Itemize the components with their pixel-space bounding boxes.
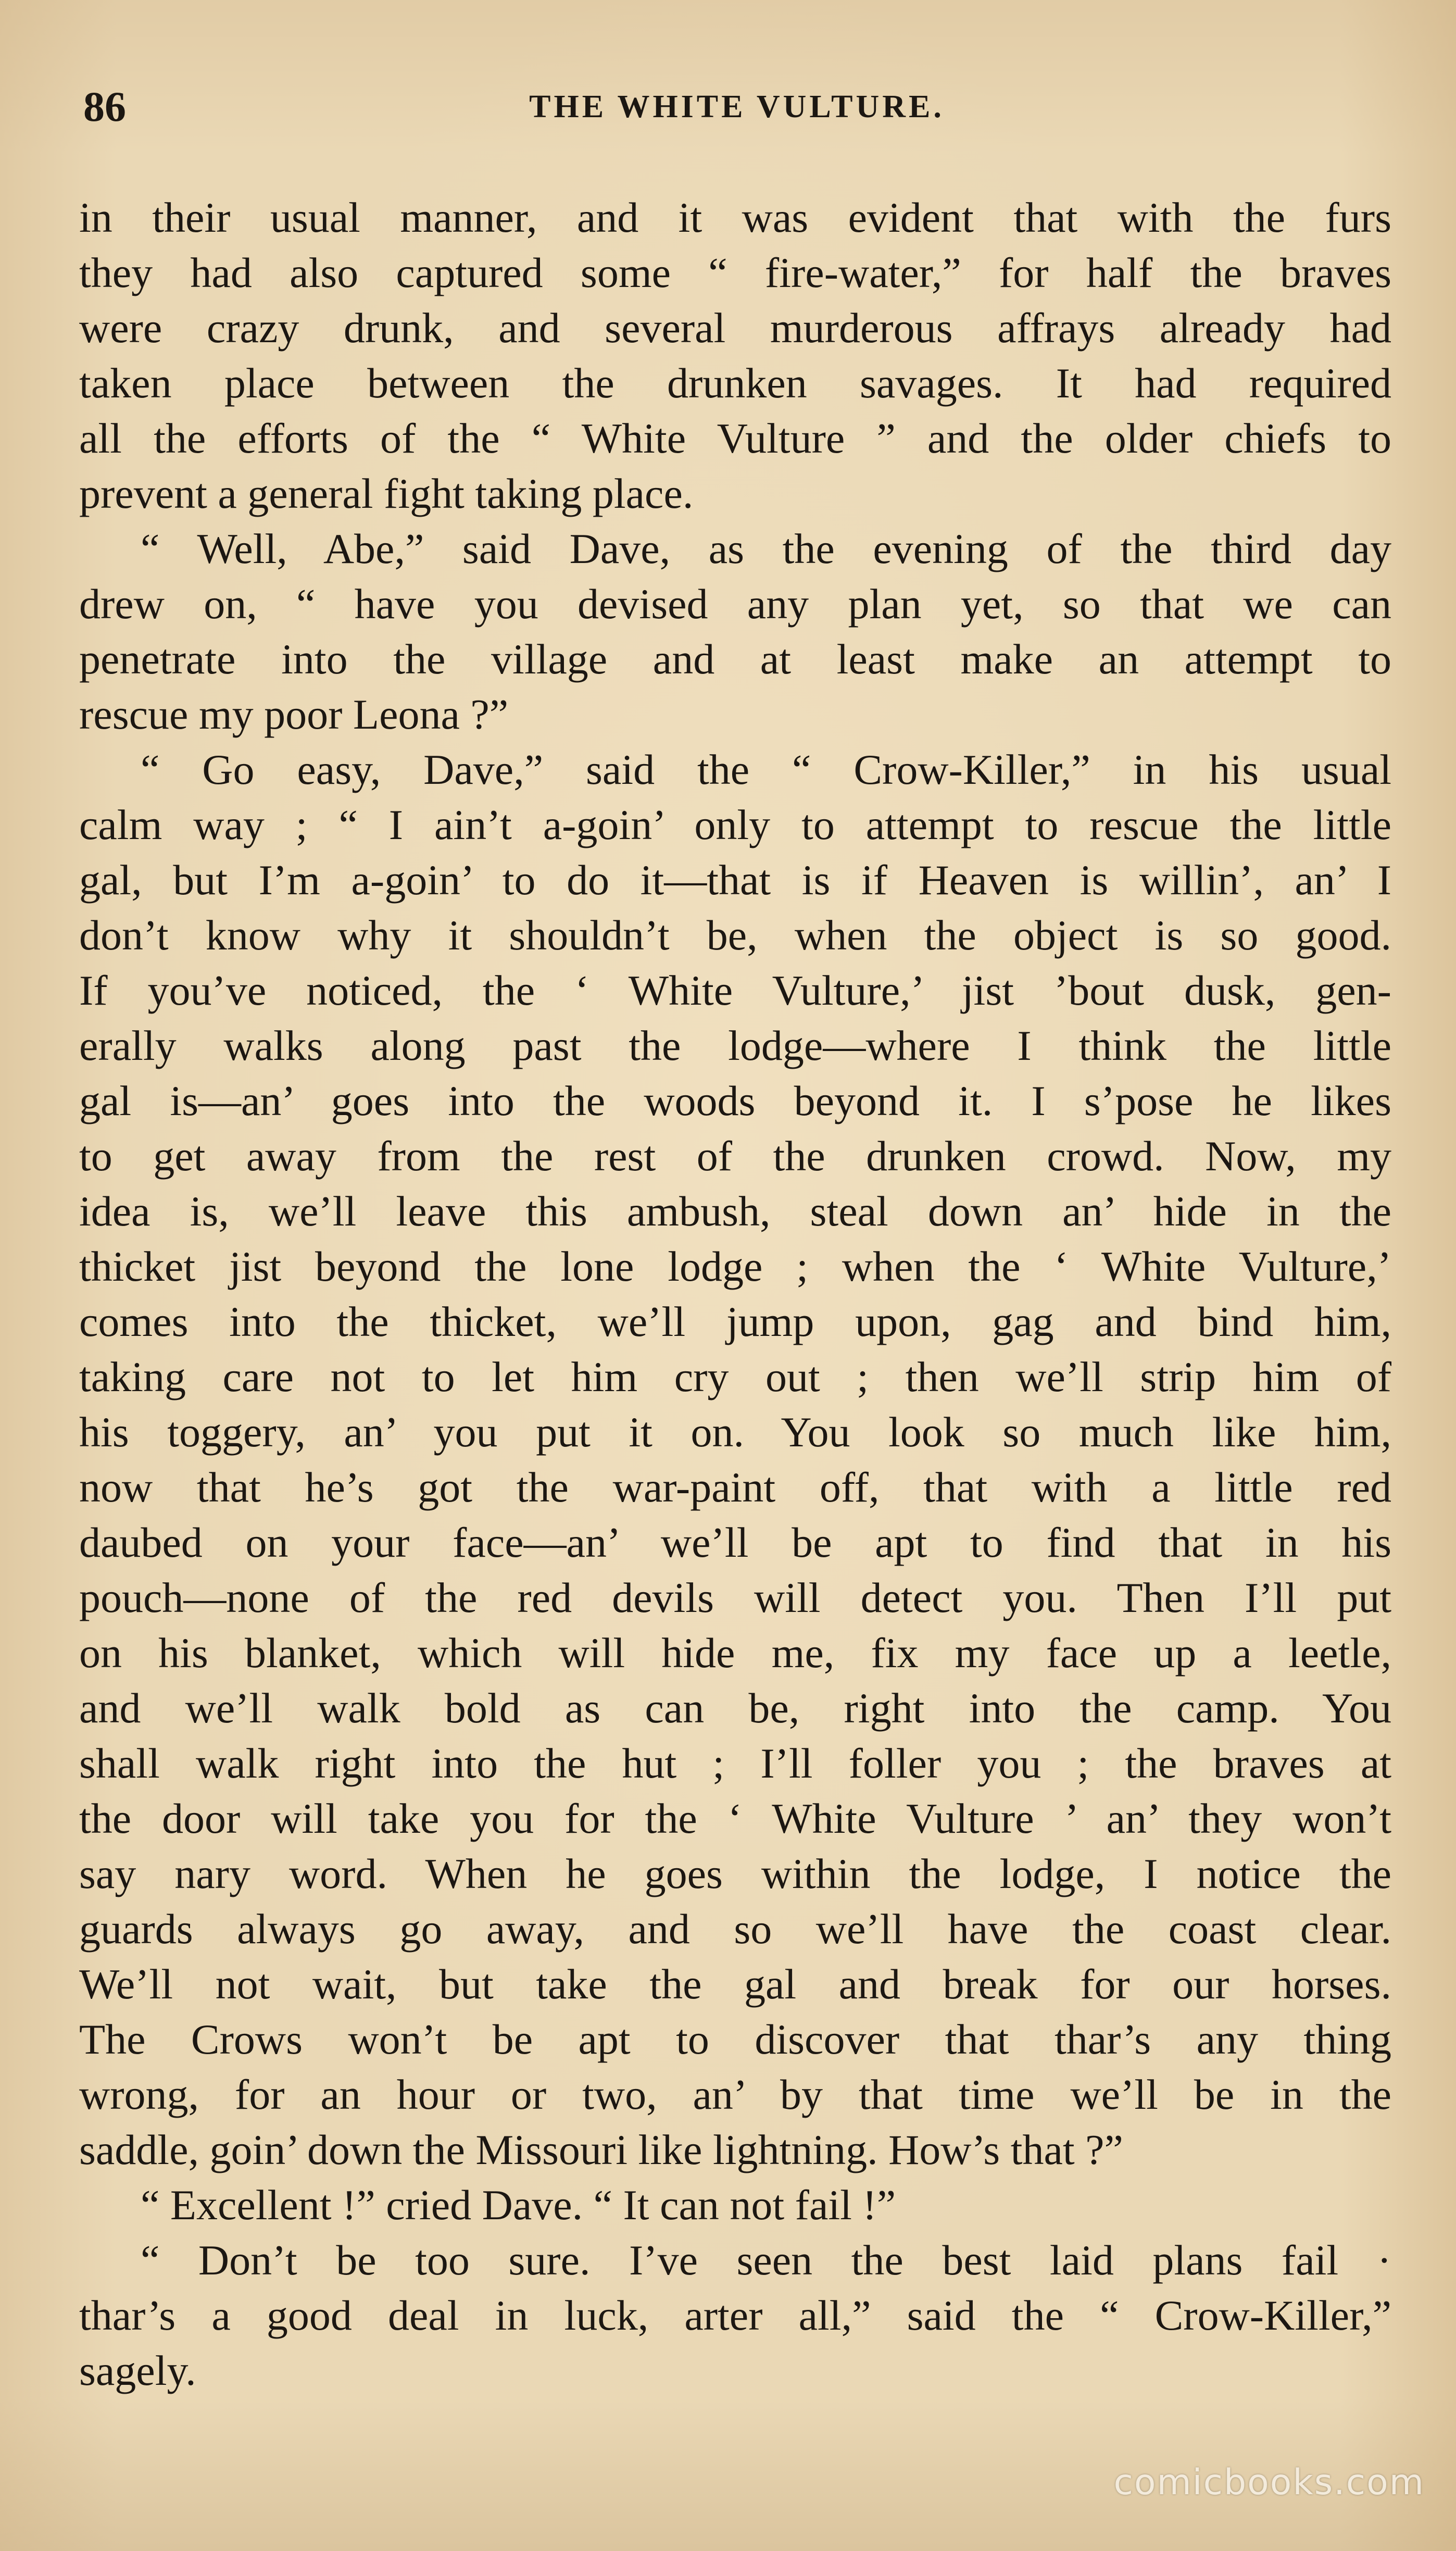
text-line: shall walk right into the hut ; I’ll foller you ; the braves at bbox=[79, 1740, 1391, 1787]
text-line: saddle, goin’ down the Missouri like lightning. How’s that ?” bbox=[79, 2126, 1123, 2173]
text-line: now that he’s got the war-paint off, that with a little red bbox=[79, 1464, 1391, 1511]
text-line: all the efforts of the “ White Vulture ” and the older chiefs to bbox=[79, 415, 1391, 462]
text-line: sagely. bbox=[79, 2347, 196, 2394]
paragraph bbox=[79, 190, 1391, 521]
text-line: don’t know why it shouldn’t be, when the object is so good. bbox=[79, 911, 1391, 959]
text-line: thar’s a good deal in luck, arter all,” said the “ Crow-Killer,” bbox=[79, 2292, 1391, 2339]
text-line: his toggery, an’ you put it on. You look so much like him, bbox=[79, 1408, 1391, 1456]
text-line: taken place between the drunken savages. It had required bbox=[79, 359, 1391, 407]
text-line: calm way ; “ I ain’t a-goin’ only to attempt to rescue the little bbox=[79, 801, 1391, 848]
text-line: “ Don’t be too sure. I’ve seen the best laid plans fail · bbox=[141, 2236, 1391, 2284]
text-line: wrong, for an hour or two, an’ by that time we’ll be in the bbox=[79, 2071, 1391, 2118]
text-line: to get away from the rest of the drunken crowd. Now, my bbox=[79, 1132, 1391, 1180]
text-line: idea is, we’ll leave this ambush, steal down an’ hide in the bbox=[79, 1187, 1391, 1235]
text-line: in their usual manner, and it was evident that with the furs bbox=[79, 194, 1391, 241]
text-line: the door will take you for the ‘ White Vulture ’ an’ they won’t bbox=[79, 1795, 1391, 1842]
text-line: gal, but I’m a-goin’ to do it—that is if Heaven is willin’, an’ I bbox=[79, 856, 1391, 904]
text-line: they had also captured some “ fire-water,” for half the braves bbox=[79, 249, 1391, 296]
text-line: erally walks along past the lodge—where I think the little bbox=[79, 1022, 1391, 1069]
text-line: “ Go easy, Dave,” said the “ Crow-Killer,” in his usual bbox=[141, 746, 1391, 793]
text-line: thicket jist beyond the lone lodge ; when the ‘ White Vulture,’ bbox=[79, 1243, 1391, 1290]
paragraph bbox=[79, 2178, 1391, 2233]
text-line: “ Well, Abe,” said Dave, as the evening of the third day bbox=[141, 525, 1391, 572]
text-line: and we’ll walk bold as can be, right into the camp. You bbox=[79, 1684, 1391, 1732]
text-line: “ Excellent !” cried Dave. “ It can not fail !” bbox=[141, 2181, 896, 2229]
text-line: on his blanket, which will hide me, fix my face up a leetle, bbox=[79, 1629, 1391, 1677]
body-text bbox=[79, 190, 1391, 2430]
text-line: gal is—an’ goes into the woods beyond it. I s’pose he likes bbox=[79, 1077, 1391, 1124]
text-line: say nary word. When he goes within the lodge, I notice the bbox=[79, 1850, 1391, 1897]
text-line: The Crows won’t be apt to discover that thar’s any thing bbox=[79, 2016, 1391, 2063]
text-line: drew on, “ have you devised any plan yet, so that we can bbox=[79, 580, 1391, 628]
paragraph bbox=[79, 2233, 1391, 2398]
paragraph bbox=[79, 521, 1391, 742]
text-line: We’ll not wait, but take the gal and break for our horses. bbox=[79, 1960, 1391, 2008]
text-line: rescue my poor Leona ?” bbox=[79, 691, 509, 738]
page-header bbox=[83, 78, 1390, 135]
text-line: were crazy drunk, and several murderous affrays already had bbox=[79, 304, 1391, 352]
text-line: pouch—none of the red devils will detect you. Then I’ll put bbox=[79, 1574, 1391, 1621]
text-line: taking care not to let him cry out ; then we’ll strip him of bbox=[79, 1353, 1391, 1400]
paragraph bbox=[79, 742, 1391, 2178]
text-line: prevent a general fight taking place. bbox=[79, 470, 694, 517]
page-number: 86 bbox=[83, 83, 126, 130]
text-line: guards always go away, and so we’ll have the coast clear. bbox=[79, 1905, 1391, 1953]
text-line: If you’ve noticed, the ‘ White Vulture,’ jist ’bout dusk, gen- bbox=[79, 967, 1391, 1014]
text-line: comes into the thicket, we’ll jump upon, gag and bind him, bbox=[79, 1298, 1391, 1345]
watermark: comicbooks.com bbox=[1113, 2462, 1425, 2503]
text-line: daubed on your face—an’ we’ll be apt to find that in his bbox=[79, 1519, 1391, 1566]
text-line: penetrate into the village and at least make an attempt to bbox=[79, 635, 1391, 683]
running-title: THE WHITE VULTURE. bbox=[529, 89, 945, 124]
